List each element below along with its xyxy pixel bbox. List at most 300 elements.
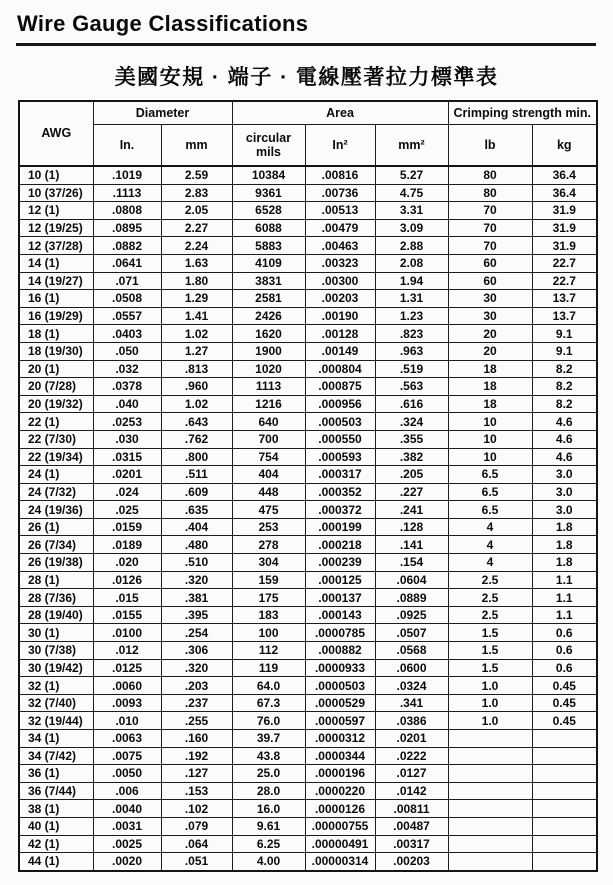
value-cell: 2.24 [161,237,232,255]
value-cell: .643 [161,413,232,431]
value-cell: 1.8 [532,536,597,554]
value-cell: .960 [161,378,232,396]
value-cell: 100 [232,624,305,642]
value-cell: .00811 [375,800,448,818]
value-cell [532,765,597,783]
value-cell: 60 [448,272,532,290]
header-area: Area [232,101,448,125]
value-cell: 1.1 [532,606,597,624]
value-cell: .609 [161,483,232,501]
value-cell: .000137 [305,589,375,607]
value-cell: 6.25 [232,835,305,853]
value-cell: .616 [375,395,448,413]
value-cell: 4.6 [532,413,597,431]
value-cell: 1.0 [448,712,532,730]
value-cell: .0378 [93,378,161,396]
value-cell: 1113 [232,378,305,396]
value-cell: 5.27 [375,166,448,184]
value-cell: .00317 [375,835,448,853]
awg-cell: 12 (1) [19,202,93,220]
awg-cell: 36 (1) [19,765,93,783]
value-cell: 4 [448,518,532,536]
value-cell: .762 [161,430,232,448]
value-cell: 22.7 [532,272,597,290]
table-row [19,554,597,572]
value-cell: .0031 [93,817,161,835]
awg-cell: 14 (19/27) [19,272,93,290]
value-cell: .000218 [305,536,375,554]
awg-cell: 30 (19/42) [19,659,93,677]
value-cell: .813 [161,360,232,378]
value-cell: .320 [161,571,232,589]
awg-cell: 12 (19/25) [19,219,93,237]
value-cell: .127 [161,765,232,783]
value-cell: .0386 [375,712,448,730]
value-cell: .0063 [93,730,161,748]
value-cell: 20 [448,325,532,343]
value-cell: .355 [375,430,448,448]
awg-cell: 24 (7/32) [19,483,93,501]
value-cell: 6088 [232,219,305,237]
value-cell: .00487 [375,817,448,835]
awg-cell: 40 (1) [19,817,93,835]
awg-cell: 22 (7/30) [19,430,93,448]
value-cell: .395 [161,606,232,624]
value-cell: 700 [232,430,305,448]
value-cell: 304 [232,554,305,572]
value-cell: .000317 [305,466,375,484]
value-cell: 67.3 [232,694,305,712]
subheader-circular-mils: circular mils [232,125,305,167]
value-cell: .381 [161,589,232,607]
value-cell: 640 [232,413,305,431]
awg-cell: 26 (19/38) [19,554,93,572]
value-cell: .0315 [93,448,161,466]
value-cell: .0020 [93,853,161,871]
value-cell: 31.9 [532,219,597,237]
table-row [19,166,597,184]
value-cell [448,817,532,835]
table-row [19,730,597,748]
value-cell: .064 [161,835,232,853]
value-cell [448,782,532,800]
value-cell: 2.59 [161,166,232,184]
value-cell [448,747,532,765]
value-cell: .010 [93,712,161,730]
value-cell: 3.0 [532,466,597,484]
value-cell: .0050 [93,765,161,783]
subheader-in: In. [93,125,161,167]
value-cell: 1.02 [161,395,232,413]
value-cell: .040 [93,395,161,413]
value-cell: 5883 [232,237,305,255]
value-cell: .800 [161,448,232,466]
value-cell [448,800,532,818]
value-cell: .102 [161,800,232,818]
value-cell: 4.75 [375,184,448,202]
value-cell: 3831 [232,272,305,290]
table-row [19,712,597,730]
value-cell: .0507 [375,624,448,642]
awg-cell: 44 (1) [19,853,93,871]
value-cell: .154 [375,554,448,572]
value-cell: 6528 [232,202,305,220]
value-cell: .0324 [375,677,448,695]
value-cell: 2.05 [161,202,232,220]
value-cell: 8.2 [532,395,597,413]
value-cell: 64.0 [232,677,305,695]
value-cell: 16.0 [232,800,305,818]
table-row [19,677,597,695]
value-cell: 9.1 [532,325,597,343]
value-cell: 1.31 [375,290,448,308]
value-cell: .254 [161,624,232,642]
value-cell: 36.4 [532,184,597,202]
value-cell: 60 [448,254,532,272]
value-cell: .000593 [305,448,375,466]
value-cell: 183 [232,606,305,624]
value-cell: .227 [375,483,448,501]
table-row [19,466,597,484]
value-cell: 0.6 [532,659,597,677]
value-cell: .0201 [93,466,161,484]
value-cell: 10 [448,448,532,466]
value-cell: .000550 [305,430,375,448]
value-cell: 4 [448,554,532,572]
value-cell: .000125 [305,571,375,589]
value-cell [448,730,532,748]
value-cell: .510 [161,554,232,572]
value-cell [532,782,597,800]
value-cell [532,747,597,765]
value-cell: 80 [448,184,532,202]
value-cell: 475 [232,501,305,519]
value-cell [448,765,532,783]
value-cell: 1.94 [375,272,448,290]
value-cell: .00816 [305,166,375,184]
value-cell: 70 [448,202,532,220]
value-cell: .324 [375,413,448,431]
awg-cell: 12 (37/28) [19,237,93,255]
value-cell [532,817,597,835]
awg-cell: 32 (1) [19,677,93,695]
table-row [19,694,597,712]
value-cell: .006 [93,782,161,800]
subheader-mm2: mm² [375,125,448,167]
value-cell: 70 [448,219,532,237]
value-cell: 30 [448,290,532,308]
value-cell: .0641 [93,254,161,272]
table-row [19,835,597,853]
value-cell: .0142 [375,782,448,800]
table-row [19,413,597,431]
value-cell: 1.8 [532,518,597,536]
table-row [19,642,597,660]
value-cell: 18 [448,360,532,378]
value-cell: .0060 [93,677,161,695]
value-cell: 2.5 [448,589,532,607]
value-cell: 30 [448,307,532,325]
value-cell: 1.27 [161,342,232,360]
table-row [19,237,597,255]
value-cell: 3.0 [532,501,597,519]
value-cell: 3.0 [532,483,597,501]
page-subtitle: 美國安規 · 端子 · 電線壓著拉力標準表 [114,66,499,89]
value-cell: .0100 [93,624,161,642]
value-cell: .563 [375,378,448,396]
awg-cell: 34 (7/42) [19,747,93,765]
awg-cell: 16 (1) [19,290,93,308]
value-cell: .341 [375,694,448,712]
value-cell: .153 [161,782,232,800]
awg-cell: 28 (1) [19,571,93,589]
value-cell: 1900 [232,342,305,360]
awg-cell: 26 (7/34) [19,536,93,554]
value-cell: 4109 [232,254,305,272]
value-cell: 0.45 [532,712,597,730]
table-row [19,290,597,308]
value-cell: .0201 [375,730,448,748]
table-row [19,659,597,677]
value-cell: .0889 [375,589,448,607]
table-row [19,325,597,343]
awg-cell: 30 (1) [19,624,93,642]
value-cell: .050 [93,342,161,360]
value-cell: .0040 [93,800,161,818]
value-cell [532,730,597,748]
value-cell: .00323 [305,254,375,272]
value-cell: 6.5 [448,483,532,501]
value-cell: .00000755 [305,817,375,835]
table-row [19,219,597,237]
awg-cell: 30 (7/38) [19,642,93,660]
awg-cell: 10 (1) [19,166,93,184]
value-cell: 1.0 [448,694,532,712]
awg-cell: 28 (19/40) [19,606,93,624]
value-cell: .511 [161,466,232,484]
table-row [19,501,597,519]
value-cell: .255 [161,712,232,730]
value-cell: 80 [448,166,532,184]
table-header [19,101,597,166]
value-cell: .635 [161,501,232,519]
awg-cell: 36 (7/44) [19,782,93,800]
document-page [0,11,613,872]
value-cell: .000372 [305,501,375,519]
value-cell: .051 [161,853,232,871]
table-body [19,166,597,871]
value-cell: 10 [448,413,532,431]
value-cell: 8.2 [532,378,597,396]
table-row [19,571,597,589]
value-cell: .0125 [93,659,161,677]
value-cell: .192 [161,747,232,765]
value-cell: 1.1 [532,571,597,589]
value-cell: .0025 [93,835,161,853]
value-cell: .000882 [305,642,375,660]
awg-cell: 32 (7/40) [19,694,93,712]
table-row [19,360,597,378]
value-cell: 1.8 [532,554,597,572]
awg-cell: 20 (7/28) [19,378,93,396]
value-cell: .0155 [93,606,161,624]
awg-cell: 18 (1) [19,325,93,343]
value-cell: .00736 [305,184,375,202]
value-cell: 6.5 [448,466,532,484]
value-cell: 1216 [232,395,305,413]
value-cell: .00300 [305,272,375,290]
value-cell: 39.7 [232,730,305,748]
awg-cell: 16 (19/29) [19,307,93,325]
value-cell: .823 [375,325,448,343]
value-cell: 1.23 [375,307,448,325]
value-cell: .0093 [93,694,161,712]
value-cell: 159 [232,571,305,589]
value-cell: .012 [93,642,161,660]
value-cell: 2581 [232,290,305,308]
table-row [19,853,597,871]
value-cell: .00128 [305,325,375,343]
value-cell: 3.31 [375,202,448,220]
table-row [19,747,597,765]
value-cell: .00203 [305,290,375,308]
value-cell: .1019 [93,166,161,184]
subheader-kg: kg [532,125,597,167]
value-cell: 1.5 [448,659,532,677]
value-cell: .0000126 [305,800,375,818]
value-cell: 3.09 [375,219,448,237]
value-cell: 278 [232,536,305,554]
value-cell: .0000344 [305,747,375,765]
value-cell: .205 [375,466,448,484]
value-cell: 1.0 [448,677,532,695]
value-cell: .0882 [93,237,161,255]
value-cell: 1.29 [161,290,232,308]
table-row [19,589,597,607]
awg-cell: 20 (1) [19,360,93,378]
value-cell: 0.45 [532,694,597,712]
value-cell: 404 [232,466,305,484]
value-cell: 6.5 [448,501,532,519]
awg-cell: 34 (1) [19,730,93,748]
value-cell: 1.1 [532,589,597,607]
value-cell: .000352 [305,483,375,501]
value-cell: .0000503 [305,677,375,695]
value-cell: 754 [232,448,305,466]
value-cell: .0000312 [305,730,375,748]
value-cell: .1113 [93,184,161,202]
value-cell: 1620 [232,325,305,343]
value-cell: .030 [93,430,161,448]
value-cell: 0.6 [532,624,597,642]
awg-cell: 10 (37/26) [19,184,93,202]
wire-gauge-table [18,100,598,872]
value-cell: .963 [375,342,448,360]
table-row [19,817,597,835]
value-cell: 1.02 [161,325,232,343]
value-cell: .0000597 [305,712,375,730]
value-cell: .0604 [375,571,448,589]
value-cell [532,853,597,871]
value-cell: 28.0 [232,782,305,800]
table-row [19,378,597,396]
value-cell: .0568 [375,642,448,660]
value-cell: 112 [232,642,305,660]
value-cell: 13.7 [532,290,597,308]
value-cell: 70 [448,237,532,255]
value-cell [448,835,532,853]
value-cell: 9.61 [232,817,305,835]
value-cell [448,853,532,871]
value-cell: 43.8 [232,747,305,765]
value-cell: .237 [161,694,232,712]
value-cell: 8.2 [532,360,597,378]
value-cell: .0000933 [305,659,375,677]
header-awg: AWG [19,101,93,166]
value-cell: 119 [232,659,305,677]
value-cell: 0.45 [532,677,597,695]
value-cell: .000503 [305,413,375,431]
awg-cell: 14 (1) [19,254,93,272]
value-cell: 253 [232,518,305,536]
value-cell: 20 [448,342,532,360]
value-cell: .015 [93,589,161,607]
value-cell: 22.7 [532,254,597,272]
value-cell: .241 [375,501,448,519]
value-cell: .141 [375,536,448,554]
awg-cell: 20 (19/32) [19,395,93,413]
value-cell: .0075 [93,747,161,765]
table-row [19,782,597,800]
value-cell: .0126 [93,571,161,589]
value-cell: .00000491 [305,835,375,853]
value-cell: 4 [448,536,532,554]
awg-cell: 28 (7/36) [19,589,93,607]
awg-cell: 22 (1) [19,413,93,431]
table-row [19,184,597,202]
value-cell: .000875 [305,378,375,396]
value-cell: 31.9 [532,202,597,220]
value-cell: 4.00 [232,853,305,871]
subheader-mm: mm [161,125,232,167]
value-cell: .00463 [305,237,375,255]
awg-cell: 32 (19/44) [19,712,93,730]
value-cell: 1.80 [161,272,232,290]
value-cell: 36.4 [532,166,597,184]
value-cell: .404 [161,518,232,536]
value-cell: 2.5 [448,571,532,589]
value-cell [532,800,597,818]
value-cell: .00513 [305,202,375,220]
value-cell: 2.5 [448,606,532,624]
value-cell: .306 [161,642,232,660]
value-cell: 9361 [232,184,305,202]
value-cell: .079 [161,817,232,835]
value-cell: 448 [232,483,305,501]
value-cell: .00149 [305,342,375,360]
value-cell: .0000785 [305,624,375,642]
table-row [19,202,597,220]
value-cell: .000956 [305,395,375,413]
value-cell: 175 [232,589,305,607]
value-cell: 2.88 [375,237,448,255]
value-cell: .000199 [305,518,375,536]
value-cell: 1.41 [161,307,232,325]
value-cell: 13.7 [532,307,597,325]
table-row [19,342,597,360]
value-cell: .0159 [93,518,161,536]
value-cell: .000143 [305,606,375,624]
